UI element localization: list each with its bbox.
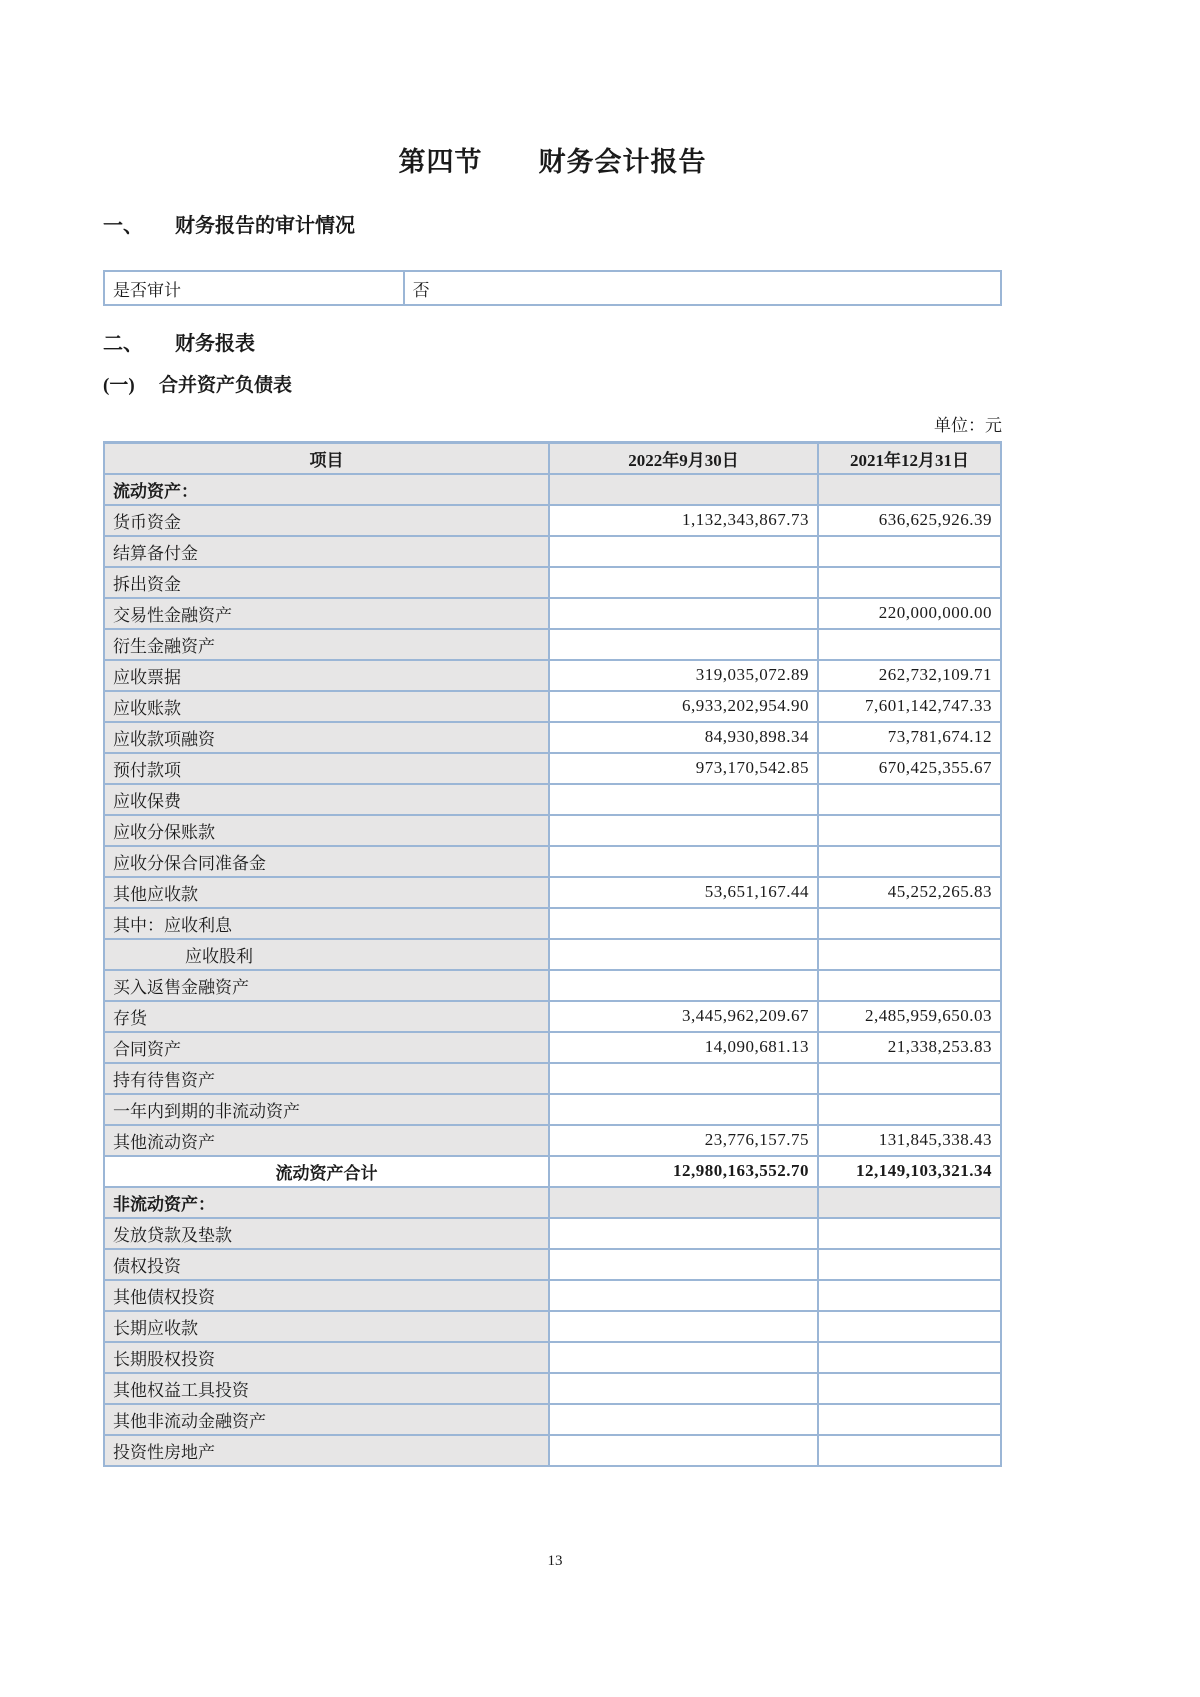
table-row	[104, 1249, 1001, 1280]
row-item-label: 拆出资金	[104, 567, 549, 598]
subsection-heading-text: 合并资产负债表	[159, 375, 293, 396]
page-number: 13	[547, 1553, 563, 1569]
row-item-label: 一年内到期的非流动资产	[104, 1094, 549, 1125]
row-item-label: 非流动资产：	[104, 1187, 549, 1218]
table-row	[104, 753, 1001, 784]
row-value-2021	[818, 1187, 1001, 1218]
row-value-2021: 21,338,253.83	[818, 1032, 1001, 1063]
row-value-2022	[549, 598, 818, 629]
table-row	[104, 1373, 1001, 1404]
table-row	[104, 722, 1001, 753]
table-header-row	[104, 443, 1001, 474]
row-value-2022	[549, 629, 818, 660]
table-row	[104, 1280, 1001, 1311]
balance-sheet-table	[103, 441, 1002, 1467]
row-value-2021	[818, 474, 1001, 505]
row-value-2022: 3,445,962,209.67	[549, 1001, 818, 1032]
section-heading-audit	[103, 209, 1002, 238]
row-item-label: 买入返售金融资产	[104, 970, 549, 1001]
row-item-label: 应收款项融资	[104, 722, 549, 753]
table-row	[104, 1404, 1001, 1435]
row-value-2021: 2,485,959,650.03	[818, 1001, 1001, 1032]
unit-label: 单位：元	[934, 416, 1002, 435]
row-value-2022	[549, 1373, 818, 1404]
row-value-2022	[549, 1249, 818, 1280]
row-value-2021	[818, 1094, 1001, 1125]
row-item-label: 应收账款	[104, 691, 549, 722]
table-row	[104, 660, 1001, 691]
table-row	[104, 1435, 1001, 1466]
row-value-2022	[549, 908, 818, 939]
table-row	[104, 939, 1001, 970]
row-value-2022	[549, 815, 818, 846]
section-number: 一、	[103, 215, 143, 237]
row-value-2021	[818, 1280, 1001, 1311]
row-value-2022	[549, 1404, 818, 1435]
row-item-label: 其他债权投资	[104, 1280, 549, 1311]
table-row	[104, 505, 1001, 536]
audit-question-label: 是否审计	[104, 271, 404, 305]
row-value-2021	[818, 939, 1001, 970]
row-value-2022	[549, 846, 818, 877]
row-item-label: 持有待售资产	[104, 1063, 549, 1094]
table-row	[104, 1187, 1001, 1218]
row-value-2021	[818, 815, 1001, 846]
table-row	[104, 567, 1001, 598]
row-value-2021: 45,252,265.83	[818, 877, 1001, 908]
row-value-2021	[818, 1435, 1001, 1466]
row-item-label: 其中：应收利息	[104, 908, 549, 939]
row-value-2022	[549, 536, 818, 567]
audit-answer-value: 否	[404, 271, 1001, 305]
row-value-2022	[549, 939, 818, 970]
row-value-2022	[549, 1094, 818, 1125]
row-value-2021	[818, 970, 1001, 1001]
row-item-label: 其他应收款	[104, 877, 549, 908]
row-value-2021	[818, 1404, 1001, 1435]
row-item-label: 其他权益工具投资	[104, 1373, 549, 1404]
row-value-2021: 131,845,338.43	[818, 1125, 1001, 1156]
row-value-2022	[549, 1280, 818, 1311]
table-row	[104, 1094, 1001, 1125]
table-row	[104, 1218, 1001, 1249]
column-header-2022: 2022年9月30日	[549, 443, 818, 474]
row-value-2021	[818, 567, 1001, 598]
row-item-label: 长期股权投资	[104, 1342, 549, 1373]
row-value-2022	[549, 1435, 818, 1466]
table-row	[104, 877, 1001, 908]
row-value-2022: 12,980,163,552.70	[549, 1156, 818, 1187]
row-value-2021	[818, 1342, 1001, 1373]
row-item-label: 货币资金	[104, 505, 549, 536]
subsection-heading-balance-sheet	[103, 370, 1002, 397]
row-value-2022: 319,035,072.89	[549, 660, 818, 691]
row-value-2022: 6,933,202,954.90	[549, 691, 818, 722]
row-item-label: 投资性房地产	[104, 1435, 549, 1466]
table-row	[104, 1001, 1001, 1032]
row-item-label: 交易性金融资产	[104, 598, 549, 629]
table-row	[104, 908, 1001, 939]
row-item-label: 应收分保账款	[104, 815, 549, 846]
row-value-2021	[818, 629, 1001, 660]
table-row	[104, 846, 1001, 877]
row-value-2021: 73,781,674.12	[818, 722, 1001, 753]
row-value-2021	[818, 1063, 1001, 1094]
row-value-2021: 636,625,926.39	[818, 505, 1001, 536]
table-row	[104, 691, 1001, 722]
row-item-label: 应收分保合同准备金	[104, 846, 549, 877]
row-value-2021	[818, 1249, 1001, 1280]
row-value-2022: 1,132,343,867.73	[549, 505, 818, 536]
table-row	[104, 784, 1001, 815]
row-item-label: 合同资产	[104, 1032, 549, 1063]
row-value-2022: 53,651,167.44	[549, 877, 818, 908]
row-item-label: 流动资产合计	[104, 1156, 549, 1187]
row-value-2022: 973,170,542.85	[549, 753, 818, 784]
row-item-label: 存货	[104, 1001, 549, 1032]
section-number: 二、	[103, 333, 143, 355]
row-value-2021	[818, 1373, 1001, 1404]
row-value-2022	[549, 1311, 818, 1342]
table-row	[104, 1063, 1001, 1094]
row-value-2022: 84,930,898.34	[549, 722, 818, 753]
row-value-2021: 12,149,103,321.34	[818, 1156, 1001, 1187]
table-row	[104, 536, 1001, 567]
row-value-2022	[549, 1187, 818, 1218]
row-value-2021: 220,000,000.00	[818, 598, 1001, 629]
row-value-2021	[818, 1218, 1001, 1249]
row-item-label: 其他流动资产	[104, 1125, 549, 1156]
row-value-2022	[549, 567, 818, 598]
subsection-number: (一)	[103, 375, 135, 396]
table-row	[104, 1156, 1001, 1187]
row-item-label: 衍生金融资产	[104, 629, 549, 660]
row-value-2022	[549, 1342, 818, 1373]
table-row	[104, 1032, 1001, 1063]
section-heading-text: 财务报告的审计情况	[175, 215, 355, 237]
row-value-2021	[818, 908, 1001, 939]
row-value-2022	[549, 474, 818, 505]
table-row	[104, 1342, 1001, 1373]
section-heading-statements	[103, 327, 1002, 356]
row-value-2021: 262,732,109.71	[818, 660, 1001, 691]
table-row	[104, 1311, 1001, 1342]
row-item-label: 应收票据	[104, 660, 549, 691]
row-value-2021	[818, 536, 1001, 567]
row-item-label: 结算备付金	[104, 536, 549, 567]
section-heading-text: 财务报表	[175, 333, 255, 355]
row-item-label: 长期应收款	[104, 1311, 549, 1342]
audit-status-table	[103, 270, 1002, 306]
row-item-label: 发放贷款及垫款	[104, 1218, 549, 1249]
row-item-label: 预付款项	[104, 753, 549, 784]
row-value-2022: 23,776,157.75	[549, 1125, 818, 1156]
row-value-2021	[818, 784, 1001, 815]
row-item-label: 其他非流动金融资产	[104, 1404, 549, 1435]
page-title: 第四节 财务会计报告	[398, 147, 707, 177]
column-header-item: 项目	[104, 443, 549, 474]
row-value-2021: 670,425,355.67	[818, 753, 1001, 784]
row-value-2022	[549, 970, 818, 1001]
table-row	[104, 1125, 1001, 1156]
row-item-label: 债权投资	[104, 1249, 549, 1280]
table-row	[104, 271, 1001, 305]
table-row	[104, 970, 1001, 1001]
table-row	[104, 629, 1001, 660]
table-row	[104, 815, 1001, 846]
row-item-label: 流动资产：	[104, 474, 549, 505]
row-item-label: 应收保费	[104, 784, 549, 815]
row-value-2022	[549, 1063, 818, 1094]
row-value-2022: 14,090,681.13	[549, 1032, 818, 1063]
row-item-label: 应收股利	[104, 939, 549, 970]
row-value-2022	[549, 1218, 818, 1249]
row-value-2021	[818, 1311, 1001, 1342]
table-row	[104, 598, 1001, 629]
table-row	[104, 474, 1001, 505]
row-value-2022	[549, 784, 818, 815]
row-value-2021	[818, 846, 1001, 877]
column-header-2021: 2021年12月31日	[818, 443, 1001, 474]
row-value-2021: 7,601,142,747.33	[818, 691, 1001, 722]
